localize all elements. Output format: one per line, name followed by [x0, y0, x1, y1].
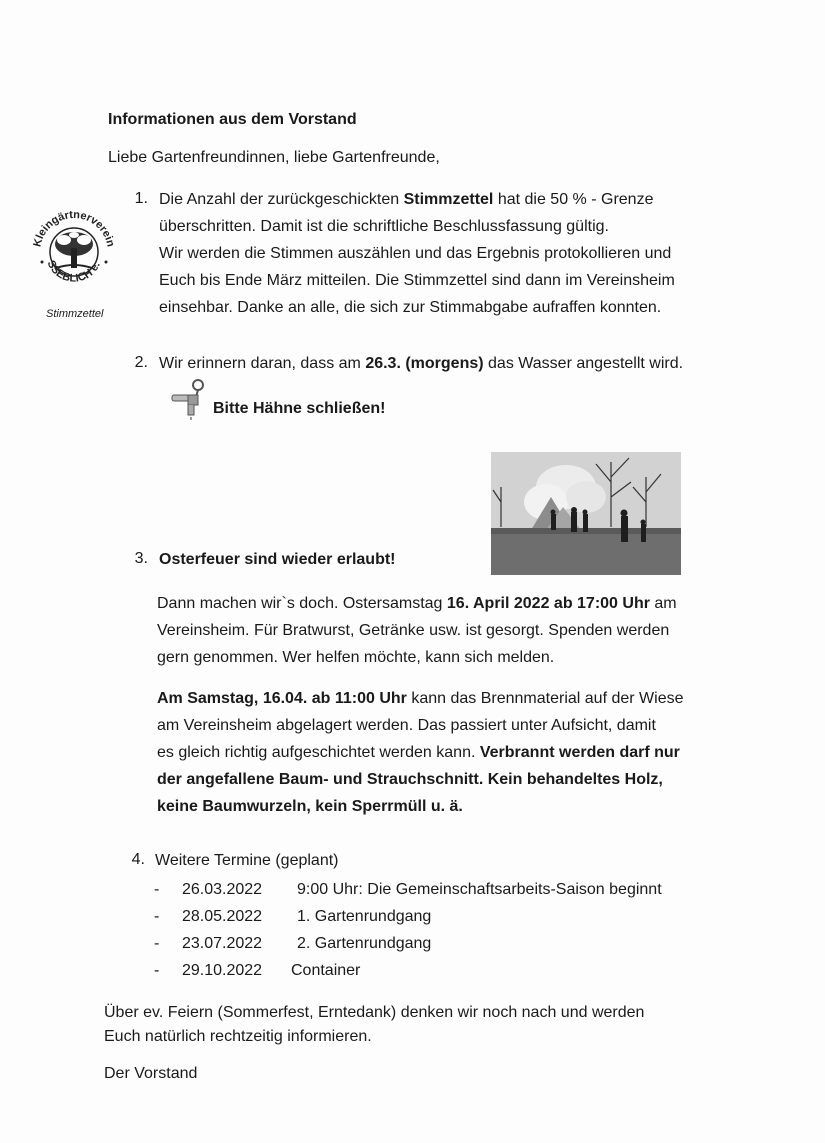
logo-caption: Stimmzettel [46, 308, 104, 320]
easter-fire-photo [491, 452, 681, 575]
item-3-p1-line-3: gern genommen. Wer helfen möchte, kann sich melden. [157, 649, 555, 666]
item-2-text: Wir erinnern daran, dass am 26.3. (morgens) das Wasser angestellt wird. [159, 355, 684, 372]
list-item-date: 28.05.2022 [182, 908, 263, 925]
list-item-date: 29.10.2022 [182, 962, 263, 979]
item-2-number: 2. [134, 354, 148, 371]
list-item-dash: - [154, 908, 160, 925]
item-3-p2-line-2: am Vereinsheim abgelagert werden. Das passiert unter Aufsicht, damit [157, 717, 656, 734]
item-4-number: 4. [131, 851, 145, 868]
list-item-event: 9:00 Uhr: Die Gemeinschaftsarbeits-Saison beginnt [297, 881, 662, 898]
tap-note: Bitte Hähne schließen! [213, 400, 386, 417]
item-1-line-2: überschritten. Damit ist die schriftliche Beschlussfassung gültig. [159, 218, 609, 235]
item-1-line-4: Euch bis Ende März mitteilen. Die Stimmzettel sind dann im Vereinsheim [159, 272, 675, 289]
item-3-p2-line-1: Am Samstag, 16.04. ab 11:00 Uhr kann das Brennmaterial auf der Wiese [157, 690, 684, 707]
item-3-p2-line-4: der angefallene Baum- und Strauchschnitt. Kein behandeltes Holz, [157, 771, 663, 788]
list-item-event: Container [291, 962, 361, 979]
item-3-p1-line-2: Vereinsheim. Für Bratwurst, Getränke usw. ist gesorgt. Spenden werden [157, 622, 670, 639]
club-logo [26, 202, 122, 298]
closing-line-1: Über ev. Feiern (Sommerfest, Erntedank) denken wir noch nach und werden [104, 1004, 645, 1021]
item-1-line-5: einsehbar. Danke an alle, die sich zur Stimmabgabe aufraffen konnten. [159, 299, 662, 316]
list-item-dash: - [154, 935, 160, 952]
item-4-title: Weitere Termine (geplant) [155, 852, 339, 869]
item-3-p2-line-5: keine Baumwurzeln, kein Sperrmüll u. ä. [157, 798, 463, 815]
item-1-number: 1. [134, 190, 148, 207]
item-3-title: Osterfeuer sind wieder erlaubt! [159, 551, 396, 568]
list-item-event: 2. Gartenrundgang [297, 935, 432, 952]
logo-text-top: Kleingärtnerverein [31, 208, 117, 249]
signature: Der Vorstand [104, 1065, 198, 1082]
item-3-p2-line-3: es gleich richtig aufgeschichtet werden kann. Verbrannt werden darf nur [157, 744, 680, 761]
item-3-p1-line-1: Dann machen wir`s doch. Ostersamstag 16. April 2022 ab 17:00 Uhr am [157, 595, 677, 612]
tree-icon [55, 232, 93, 268]
list-item-date: 26.03.2022 [182, 881, 263, 898]
list-item-date: 23.07.2022 [182, 935, 263, 952]
item-3-number: 3. [134, 550, 148, 567]
list-item-event: 1. Gartenrundgang [297, 908, 432, 925]
water-tap-icon [166, 377, 208, 421]
page-title: Informationen aus dem Vorstand [108, 111, 357, 128]
item-1-line-3: Wir werden die Stimmen auszählen und das Ergebnis protokollieren und [159, 245, 672, 262]
list-item-dash: - [154, 962, 160, 979]
greeting: Liebe Gartenfreundinnen, liebe Gartenfreunde, [108, 149, 440, 166]
logo-text-bottom: SSEBLICH e. [44, 258, 103, 285]
list-item-dash: - [154, 881, 160, 898]
item-1-line-1: Die Anzahl der zurückgeschickten Stimmzettel hat die 50 % - Grenze [159, 191, 654, 208]
closing-line-2: Euch natürlich rechtzeitig informieren. [104, 1028, 372, 1045]
